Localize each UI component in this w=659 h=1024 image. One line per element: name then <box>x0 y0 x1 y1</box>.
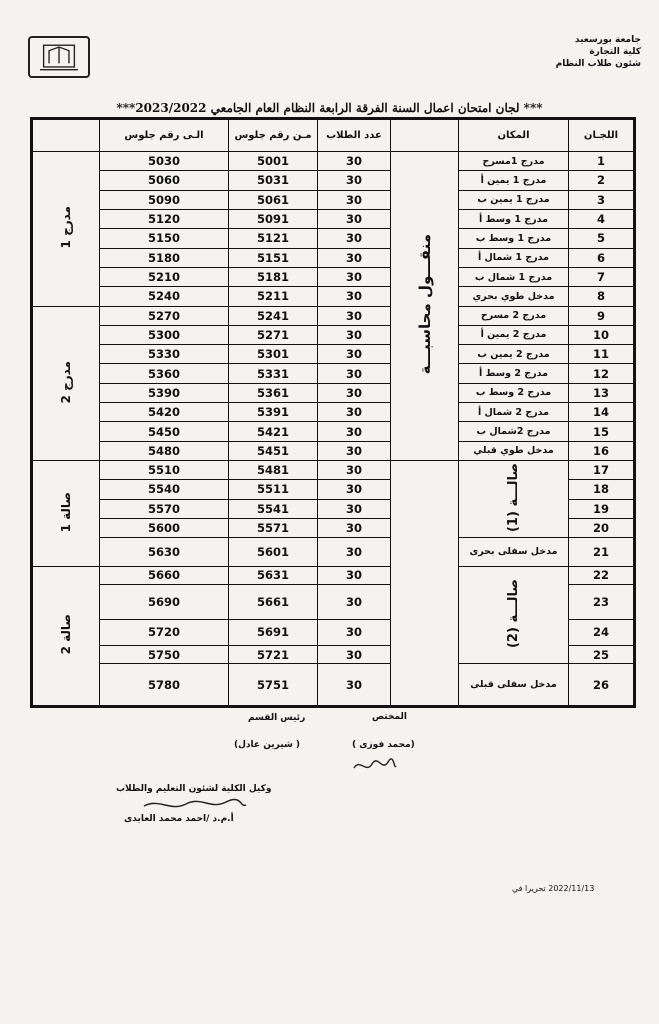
from-cell: 5091 <box>229 209 318 228</box>
from-cell: 5031 <box>229 171 318 190</box>
committee-number: 3 <box>569 190 635 209</box>
committee-number: 1 <box>569 152 635 171</box>
to-cell: 5060 <box>100 171 229 190</box>
table-row <box>32 171 635 190</box>
group-label: مدرج 2 <box>59 360 73 403</box>
count-cell: 30 <box>318 190 391 209</box>
place-cell: مدرج 2 مسرح <box>459 306 569 325</box>
committee-number: 17 <box>569 461 635 480</box>
center-label: منقـــول محاسبـــة <box>415 234 434 375</box>
from-cell: 5601 <box>229 538 318 566</box>
committee-number: 11 <box>569 345 635 364</box>
table-row <box>32 364 635 383</box>
from-cell: 5211 <box>229 287 318 306</box>
vice-dean-signature <box>140 796 250 814</box>
count-cell: 30 <box>318 229 391 248</box>
committee-number: 25 <box>569 645 635 663</box>
group-cell <box>32 152 100 307</box>
header-line-1: جامعة بورسعيد <box>574 35 641 45</box>
issue-date: 2022/11/13 تحريرا في <box>512 884 595 893</box>
to-cell: 5570 <box>100 499 229 518</box>
head-title: رئيس القسم <box>248 713 306 723</box>
table-row <box>32 152 635 171</box>
vice-dean-name: أ.م.د /احمد محمد العايدى <box>124 814 234 824</box>
to-cell: 5690 <box>100 584 229 619</box>
place-cell: مدرج 1 شمال أ <box>459 248 569 267</box>
count-cell: 30 <box>318 171 391 190</box>
committee-number: 18 <box>569 480 635 499</box>
table-row <box>32 461 635 480</box>
to-cell: 5750 <box>100 645 229 663</box>
to-cell: 5450 <box>100 422 229 441</box>
count-cell: 30 <box>318 364 391 383</box>
place-cell: مدرج 2 يمين ب <box>459 345 569 364</box>
committee-number: 23 <box>569 584 635 619</box>
place-cell: مدخل طوي بحري <box>459 287 569 306</box>
committee-number: 6 <box>569 248 635 267</box>
from-cell: 5121 <box>229 229 318 248</box>
count-cell: 30 <box>318 538 391 566</box>
from-cell: 5661 <box>229 584 318 619</box>
center-label-cell <box>391 152 459 461</box>
committee-number: 7 <box>569 267 635 286</box>
from-cell: 5451 <box>229 441 318 460</box>
committee-number: 19 <box>569 499 635 518</box>
from-cell: 5511 <box>229 480 318 499</box>
committee-number: 4 <box>569 209 635 228</box>
committee-number: 9 <box>569 306 635 325</box>
group-cell <box>32 566 100 706</box>
header-line-2: كلية التجارة <box>589 47 641 57</box>
col-from: مـن رقم جلوس <box>229 119 318 152</box>
from-cell: 5571 <box>229 518 318 537</box>
place-cell: مدرج 2 وسط ب <box>459 383 569 402</box>
committee-number: 8 <box>569 287 635 306</box>
from-cell: 5421 <box>229 422 318 441</box>
vice-dean-title: وكيل الكلية لشئون التعليم والطلاب <box>116 784 272 794</box>
table-row <box>32 345 635 364</box>
table-row <box>32 190 635 209</box>
from-cell: 5301 <box>229 345 318 364</box>
table-row <box>32 248 635 267</box>
count-cell: 30 <box>318 461 391 480</box>
committee-number: 10 <box>569 325 635 344</box>
committee-number: 21 <box>569 538 635 566</box>
to-cell: 5240 <box>100 287 229 306</box>
to-cell: 5540 <box>100 480 229 499</box>
committee-number: 20 <box>569 518 635 537</box>
table-row <box>32 566 635 584</box>
to-cell: 5420 <box>100 403 229 422</box>
specialist-title: المختص <box>372 712 407 722</box>
table-row <box>32 441 635 460</box>
count-cell: 30 <box>318 664 391 707</box>
to-cell: 5090 <box>100 190 229 209</box>
table-row <box>32 538 635 566</box>
count-cell: 30 <box>318 441 391 460</box>
committee-number: 24 <box>569 619 635 645</box>
col-to: الـى رقم جلوس <box>100 119 229 152</box>
group-cell <box>32 461 100 567</box>
table-row <box>32 306 635 325</box>
to-cell: 5510 <box>100 461 229 480</box>
table-row <box>32 403 635 422</box>
from-cell: 5631 <box>229 566 318 584</box>
from-cell: 5361 <box>229 383 318 402</box>
count-cell: 30 <box>318 152 391 171</box>
to-cell: 5180 <box>100 248 229 267</box>
table-row <box>32 229 635 248</box>
place-cell: مدرج 2شمال ب <box>459 422 569 441</box>
col-blank <box>391 119 459 152</box>
header-line-3: شئون طلاب النظام <box>555 59 641 69</box>
place-cell: مدرج 1 وسط أ <box>459 209 569 228</box>
place-cell: مدرج 1 يمين أ <box>459 171 569 190</box>
from-cell: 5271 <box>229 325 318 344</box>
col-group <box>32 119 100 152</box>
to-cell: 5210 <box>100 267 229 286</box>
group-label: صالة 2 <box>59 614 73 655</box>
place-cell: مدرج 2 وسط أ <box>459 364 569 383</box>
to-cell: 5780 <box>100 664 229 707</box>
table-row <box>32 209 635 228</box>
committee-number: 22 <box>569 566 635 584</box>
committee-number: 26 <box>569 664 635 707</box>
specialist-name: (محمد فوزى ) <box>352 740 415 750</box>
place-cell: مدخل طوي قبلي <box>459 441 569 460</box>
committee-number: 5 <box>569 229 635 248</box>
count-cell: 30 <box>318 209 391 228</box>
hall1-cell <box>459 461 569 538</box>
hall2-cell <box>459 566 569 664</box>
hall2-label: صالـــة (2) <box>506 578 521 648</box>
place-cell: مدرج 1مسرح <box>459 152 569 171</box>
col-committee: اللجـان <box>569 119 635 152</box>
from-cell: 5151 <box>229 248 318 267</box>
from-cell: 5241 <box>229 306 318 325</box>
to-cell: 5270 <box>100 306 229 325</box>
table-row <box>32 287 635 306</box>
to-cell: 5660 <box>100 566 229 584</box>
from-cell: 5001 <box>229 152 318 171</box>
to-cell: 5390 <box>100 383 229 402</box>
table-row <box>32 664 635 707</box>
to-cell: 5300 <box>100 325 229 344</box>
count-cell: 30 <box>318 287 391 306</box>
committee-number: 15 <box>569 422 635 441</box>
count-cell: 30 <box>318 499 391 518</box>
group-label: مدرج 1 <box>59 206 73 249</box>
committee-number: 14 <box>569 403 635 422</box>
from-cell: 5541 <box>229 499 318 518</box>
count-cell: 30 <box>318 325 391 344</box>
from-cell: 5331 <box>229 364 318 383</box>
place-cell: مدرج 1 وسط ب <box>459 229 569 248</box>
table-row <box>32 383 635 402</box>
place-cell: مدرج 2 شمال أ <box>459 403 569 422</box>
to-cell: 5330 <box>100 345 229 364</box>
specialist-signature <box>352 756 398 776</box>
count-cell: 30 <box>318 248 391 267</box>
col-place: المكان <box>459 119 569 152</box>
place-cell: مدرج 1 شمال ب <box>459 267 569 286</box>
committee-number: 16 <box>569 441 635 460</box>
col-count: عدد الطلاب <box>318 119 391 152</box>
count-cell: 30 <box>318 619 391 645</box>
committee-number: 13 <box>569 383 635 402</box>
count-cell: 30 <box>318 566 391 584</box>
hall1-label: صالـــة (1) <box>506 463 521 533</box>
to-cell: 5600 <box>100 518 229 537</box>
count-cell: 30 <box>318 422 391 441</box>
university-logo <box>28 36 90 78</box>
committees-table <box>30 117 636 708</box>
table-row <box>32 422 635 441</box>
count-cell: 30 <box>318 645 391 663</box>
table-header-row <box>32 119 635 152</box>
from-cell: 5391 <box>229 403 318 422</box>
place-cell: مدخل سفلى بحرى <box>459 538 569 566</box>
institution-header <box>501 34 641 70</box>
to-cell: 5120 <box>100 209 229 228</box>
count-cell: 30 <box>318 518 391 537</box>
to-cell: 5030 <box>100 152 229 171</box>
blank-cell <box>391 461 459 707</box>
head-name: ( شيرين عادل) <box>234 740 301 750</box>
count-cell: 30 <box>318 383 391 402</box>
count-cell: 30 <box>318 403 391 422</box>
document-title: *** لجان امتحان اعمال السنة الفرقة الرابعة النظام العام الجامعي 2023/2022*** <box>116 101 543 115</box>
from-cell: 5751 <box>229 664 318 707</box>
table-row <box>32 325 635 344</box>
count-cell: 30 <box>318 584 391 619</box>
to-cell: 5150 <box>100 229 229 248</box>
table-row <box>32 267 635 286</box>
committee-number: 2 <box>569 171 635 190</box>
from-cell: 5721 <box>229 645 318 663</box>
from-cell: 5481 <box>229 461 318 480</box>
to-cell: 5360 <box>100 364 229 383</box>
group-label: صالة 1 <box>59 491 73 533</box>
from-cell: 5691 <box>229 619 318 645</box>
to-cell: 5480 <box>100 441 229 460</box>
place-cell: مدرج 1 يمين ب <box>459 190 569 209</box>
place-cell: مدخل سفلى قبلى <box>459 664 569 707</box>
count-cell: 30 <box>318 345 391 364</box>
from-cell: 5061 <box>229 190 318 209</box>
committee-number: 12 <box>569 364 635 383</box>
place-cell: مدرج 2 يمين أ <box>459 325 569 344</box>
to-cell: 5630 <box>100 538 229 566</box>
count-cell: 30 <box>318 306 391 325</box>
from-cell: 5181 <box>229 267 318 286</box>
to-cell: 5720 <box>100 619 229 645</box>
count-cell: 30 <box>318 267 391 286</box>
group-cell <box>32 306 100 461</box>
count-cell: 30 <box>318 480 391 499</box>
